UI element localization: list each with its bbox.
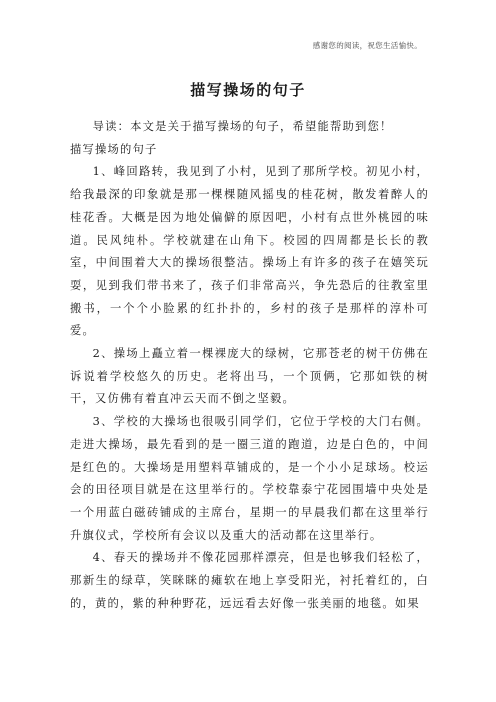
intro-paragraph: 导读：本文是关于描写操场的句子，希望能帮助到您！ — [92, 120, 393, 133]
document-body — [70, 116, 429, 615]
header-note: 感谢您的阅读，祝您生活愉快。 — [312, 41, 422, 50]
body-paragraph: 2、操场上矗立着一棵裸庞大的绿树，它那苍老的树干仿佛在诉说着学校悠久的历史。老将出马，一个顶俩，它那如铁的树干，又仿佛有着直冲云天而不倒之坚毅。 — [70, 347, 429, 406]
section-heading: 描写操场的句子 — [70, 142, 158, 156]
body-paragraph: 3、学校的大操场也很吸引同学们，它位于学校的大门右侧。走进大操场，最先看到的是一圈三道的跑道，边是白色的，中间是红色的。大操场是用塑料草铺成的，是一个小小足球场。校运会的田径项目就是在这里举行的。学校靠泰宁花园围墙中央处是一个用蓝白磁砖铺成的主席台，星期一的早晨我们都在这里举行升旗仪式，学校所有会议以及重大的活动都在这里举行。 — [70, 415, 429, 542]
body-paragraph: 4、春天的操场并不像花园那样漂亮，但是也够我们轻松了，那新生的绿草，笑眯眯的瘫软在地上享受阳光，衬托着红的，白的，黄的，紫的种种野花，远远看去好像一张美丽的地毯。如果 — [70, 551, 429, 610]
page-title: 描写操场的句子 — [190, 81, 306, 99]
body-paragraph: 1、峰回路转，我见到了小村，见到了那所学校。初见小村，给我最深的印象就是那一棵棵随风摇曳的桂花树，散发着醉人的桂花香。大概是因为地处偏僻的原因吧，小村有点世外桃园的味道。民风纯朴。学校就建在山角下。校园的四周都是长长的教室，中间围着大大的操场很整洁。操场上有许多的孩子在嬉笑玩耍，见到我们带书来了，孩子们非常高兴，争先恐后的往教室里搬书，一个个小脸累的红扑扑的，乡村的孩子是那样的淳朴可爱。 — [70, 165, 429, 338]
